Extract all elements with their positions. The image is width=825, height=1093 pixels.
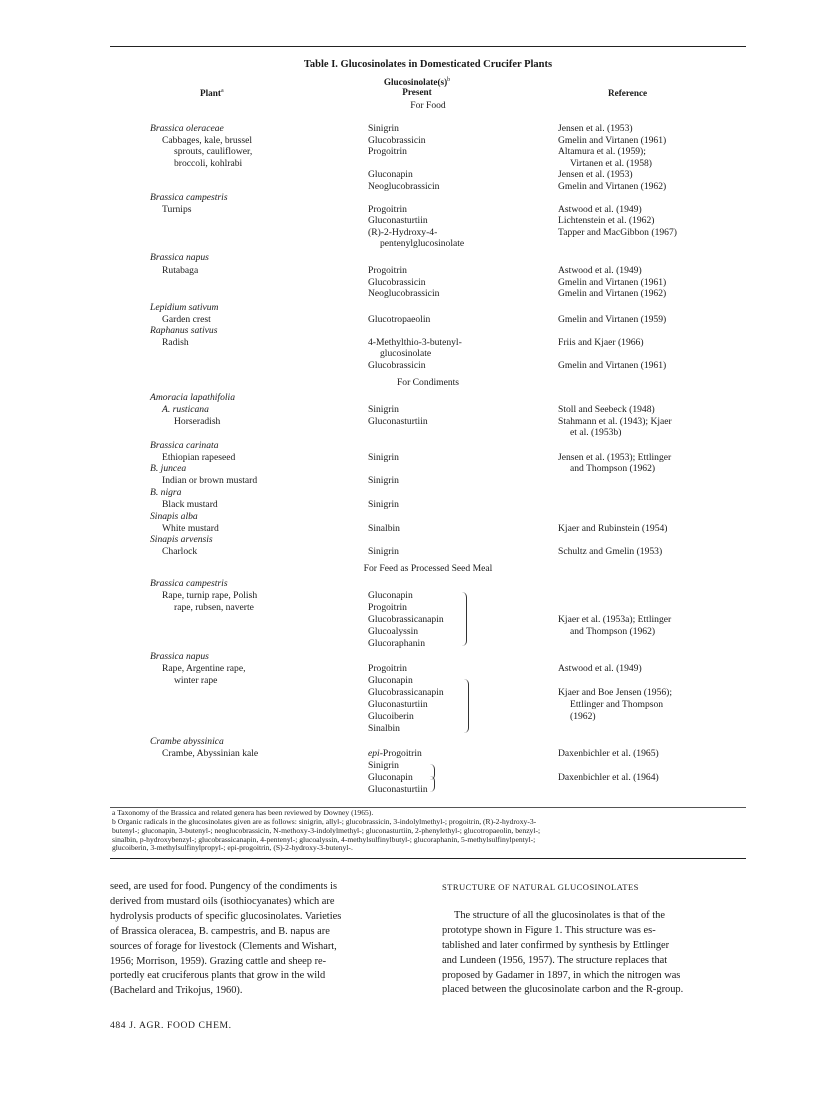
body-line: 1956; Morrison, 1959). Grazing cattle and sheep re- [110,955,327,967]
glucosinolate-cell: (R)-2-Hydroxy-4- [368,226,438,238]
plant-cell: rape, rubsen, naverte [174,602,254,613]
glucosinolate-cell: Glucobrassicin [368,134,426,146]
reference-cell: Gmelin and Virtanen (1961) [558,134,667,146]
glucosinolate-cell: Gluconapin [368,590,413,601]
body-left-column [110,880,414,999]
table-row [0,675,825,687]
plant-cell: Brassica carinata [150,440,219,451]
plant-cell: Rutabaga [162,265,199,276]
table-row [0,772,825,784]
body-line: placed between the glucosinolate carbon and the R-group. [442,984,684,996]
table-row [0,404,825,416]
reference-cell: Gmelin and Virtanen (1959) [558,313,667,325]
table-row [0,277,825,289]
glucosinolate-cell: Neoglucobrassicin [368,288,440,299]
page-footer: 484 J. AGR. FOOD CHEM. [110,1020,232,1031]
table-row [0,265,825,277]
glucosinolate-cell: Sinigrin [368,123,399,134]
glucosinolate-cell: Neoglucobrassicin [368,180,440,192]
table-row [0,452,825,464]
table-title: Table I. Glucosinolates in Domesticated Crucifer Plants [303,59,553,70]
body-right-column [442,880,746,998]
body-line: hydrolysis products of specific glucosinolates. Varieties [110,910,342,922]
plant-cell: broccoli, kohlrabi [174,157,243,169]
body-line: (Bachelard and Trikojus, 1960). [110,985,243,997]
plant-cell: Brassica campestris [150,578,228,589]
plant-cell: Rape, Argentine rape, [162,663,246,674]
reference-cell: and Thompson (1962) [570,463,656,474]
glucosinolate-cell: epi-Progoitrin [368,748,422,759]
table-row [0,523,825,535]
table-row [0,578,825,590]
glucosinolate-cell: Glucobrassicin [368,359,426,371]
reference-cell: Gmelin and Virtanen (1961) [558,276,667,288]
body-line: proposed by Gadamer in 1897, in which the nitrogen was [442,969,681,981]
plant-cell: Cabbages, kale, brussel [162,134,253,146]
table-row [0,736,825,748]
body-line: seed, are used for food. Pungency of the condiments is [110,881,338,892]
plant-cell: Brassica napus [150,651,209,662]
table-row [0,511,825,523]
plant-cell: Raphanus sativus [150,325,218,336]
plant-cell: Horseradish [174,415,221,427]
table-row [0,546,825,558]
glucosinolate-cell: Gluconapin [368,675,413,686]
plant-cell: Indian or brown mustard [162,475,258,486]
table-row [0,227,825,239]
body-line: and Lundeen (1956, 1957). The structure replaces that [442,954,668,966]
glucosinolate-cell: Glucobrassicanapin [368,687,444,698]
plant-cell: Sinapis alba [150,511,198,522]
plant-cell: A. rusticana [162,404,209,415]
plant-cell: Garden crest [162,313,211,325]
reference-cell: Altamura et al. (1959); [558,146,646,157]
plant-cell: White mustard [162,522,219,534]
reference-cell: and Thompson (1962) [570,626,656,637]
footnote-b-line: butenyl-; gluconapin, 3-butenyl-; neoglucobrassicin, N-methoxy-3-indolylmethyl-; gluconasturtiin, 2-phenylethyl-; glucotropaeolin, benzyl-; [112,825,541,835]
plant-cell: Amoracia lapathifolia [150,392,236,403]
table-row [0,392,825,404]
glucosinolate-cell: Gluconapin [368,772,413,783]
footnote-b-line: b Organic radicals in the glucosinolates given are as follows: sinigrin, allyl-; glucobrassicin, 3-indolylmethyl-; progoitrin, (R)-2-hydroxy-3- [112,817,537,826]
plant-cell: Rape, turnip rape, Polish [162,590,258,601]
table-row [0,314,825,326]
header-plant: Plant$^a$ [200,88,224,99]
reference-cell: Stahmann et al. (1943); Kjaer [558,415,672,427]
table-row [0,687,825,699]
glucosinolate-cell: Sinalbin [368,522,400,534]
plant-cell: Brassica napus [150,252,209,263]
glucosinolate-cell: Glucoraphanin [368,638,426,649]
table-row [0,602,825,614]
table-row [0,348,825,360]
reference-cell: Gmelin and Virtanen (1962) [558,288,667,299]
plant-cell: Charlock [162,546,198,557]
plant-cell: Crambe, Abyssinian kale [162,748,259,759]
glucosinolate-cell: Sinigrin [368,760,399,771]
table-row [0,427,825,439]
table-row [0,325,825,337]
reference-cell: Schultz and Gmelin (1953) [558,546,663,557]
glucosinolate-cell: Gluconasturtiin [368,215,428,226]
glucosinolate-cell: Gluconasturtiin [368,699,428,710]
glucosinolate-cell: Glucoiberin [368,711,414,722]
table-row [0,123,825,135]
reference-cell: Tapper and MacGibbon (1967) [558,226,677,238]
footnote-b-line: glucoiberin, 3-methylsulfinylpropyl-; epi-progoitrin, (S)-2-hydroxy-3-butenyl-. [112,843,353,853]
table-row [0,663,825,675]
header-reference: Reference [608,88,648,98]
reference-cell: Astwood et al. (1949) [558,663,642,674]
table-row [0,638,825,650]
reference-cell: Gmelin and Virtanen (1961) [558,359,667,371]
plant-cell: Lepidium sativum [150,302,219,313]
plant-cell: Black mustard [162,499,218,510]
table-row [0,475,825,487]
section-for-condiments: For Condiments [396,377,460,388]
table-row [0,463,825,475]
footnote-a-text: a Taxonomy of the Brassica and related genera has been reviewed by Downey (1965). [112,808,374,817]
reference-cell: (1962) [570,711,596,722]
plant-cell: sprouts, cauliflower, [174,146,253,157]
table-row [0,192,825,204]
table-row [0,499,825,511]
reference-cell: Astwood et al. (1949) [558,203,642,215]
plant-cell: Crambe abyssinica [150,736,224,747]
table-row [0,252,825,264]
glucosinolate-cell: Gluconasturtiin [368,784,428,795]
glucosinolate-cell: Progoitrin [368,265,407,276]
table-row [0,135,825,147]
table-row [0,651,825,663]
table-row [0,487,825,499]
table-row [0,711,825,723]
reference-cell: Daxenbichler et al. (1965) [558,748,659,759]
reference-cell: Gmelin and Virtanen (1962) [558,180,667,192]
glucosinolate-cell: Gluconapin [368,169,413,180]
section-heading: STRUCTURE OF NATURAL GLUCOSINOLATES [442,882,639,892]
table-row [0,440,825,452]
glucosinolate-cell: 4-Methylthio-3-butenyl- [368,336,462,348]
bottom-rule [110,858,746,859]
table-row [0,169,825,181]
reference-cell: Daxenbichler et al. (1964) [558,772,659,783]
table-row [0,146,825,158]
glucosinolate-cell: Sinigrin [368,451,399,463]
glucosinolate-cell: Sinigrin [368,475,399,486]
glucosinolate-cell: Glucobrassicanapin [368,614,444,625]
table-row [0,534,825,546]
plant-cell: Brassica campestris [150,192,228,203]
body-line: portedly eat cruciferous plants that grow in the wild [110,970,326,982]
reference-cell: Friis and Kjaer (1966) [558,336,644,348]
header-glucosinolates: $Glucosinolate(s)^b$ Present [383,77,451,98]
reference-cell: Virtanen et al. (1958) [570,157,653,169]
table-row [0,760,825,772]
glucosinolate-cell: Progoitrin [368,663,407,674]
table-row [0,614,825,626]
reference-cell: Jensen et al. (1953); Ettlinger [558,451,672,463]
table-row [0,204,825,216]
body-line: sources of forage for livestock (Clements and Wishart, [110,940,337,952]
body-line: The structure of all the glucosinolates is that of the [454,909,665,921]
table-row [0,302,825,314]
table-row [0,699,825,711]
reference-cell: Jensen et al. (1953) [558,123,633,134]
glucosinolate-cell: Progoitrin [368,146,407,157]
reference-cell: Stoll and Seebeck (1948) [558,404,655,415]
glucosinolate-cell: Glucoalyssin [368,626,419,637]
body-line: tablished and later confirmed by synthesis by Ettlinger [442,939,670,951]
reference-cell: Jensen et al. (1953) [558,169,633,180]
table-row [0,288,825,300]
section-for-food: For Food [410,100,446,111]
plant-cell: B. juncea [150,463,187,474]
plant-cell: B. nigra [150,487,182,498]
reference-cell: Kjaer et al. (1953a); Ettlinger [558,614,672,625]
glucosinolate-cell: Gluconasturtiin [368,415,428,427]
plant-cell: Sinapis arvensis [150,534,213,545]
table-row [0,590,825,602]
table-row [0,416,825,428]
plant-cell: Brassica oleraceae [150,123,224,134]
reference-cell: Lichtenstein et al. (1962) [558,215,655,226]
reference-cell: Kjaer and Rubinstein (1954) [558,522,668,534]
table-row [0,181,825,193]
reference-cell: Ettlinger and Thompson [570,699,664,710]
table-row [0,238,825,250]
plant-cell: winter rape [174,675,218,686]
bracket-crambe-lower [430,776,435,792]
glucosinolate-cell: Progoitrin [368,203,407,215]
reference-cell: Kjaer and Boe Jensen (1956); [558,687,673,698]
table-row [0,360,825,372]
reference-cell: Astwood et al. (1949) [558,265,642,276]
glucosinolate-cell: Sinigrin [368,499,399,510]
table-row [0,626,825,638]
table-row [0,158,825,170]
plant-cell: Ethiopian rapeseed [162,451,236,463]
table-row [0,784,825,796]
table-row [0,723,825,735]
glucosinolate-cell: Glucotropaeolin [368,313,431,325]
glucosinolate-cell: Sinalbin [368,723,400,734]
glucosinolate-cell: Progoitrin [368,602,407,613]
reference-cell: et al. (1953b) [570,427,622,438]
section-for-feed: For Feed as Processed Seed Meal [363,563,493,574]
bracket-argentine-rape [464,679,469,733]
glucosinolate-cell: pentenylglucosinolate [380,238,465,249]
glucosinolate-cell: Glucobrassicin [368,276,426,288]
table-row [0,337,825,349]
glucosinolate-cell: glucosinolate [380,348,432,359]
top-rule [110,46,746,47]
plant-cell: Radish [162,336,189,348]
table-row [0,748,825,760]
body-line: of Brassica oleracea, B. campestris, and B. napus are [110,925,330,937]
table-row [0,215,825,227]
body-line: prototype shown in Figure 1. This structure was es- [442,924,656,936]
plant-cell: Turnips [162,203,192,215]
body-line: derived from mustard oils (isothiocyanates) which are [110,895,335,907]
bracket-rape-feed [462,592,467,646]
glucosinolate-cell: Sinigrin [368,404,399,415]
glucosinolate-cell: Sinigrin [368,546,399,557]
footnote-b [112,818,748,853]
footnote-b-line: sinalbin, p-hydroxybenzyl-; glucobrassicanapin, 4-pentenyl-; glucoalyssin, 4-methylsulfinylbutyl-; glucoraphanin, 5-methylsulfinylpentyl-; [112,834,536,844]
